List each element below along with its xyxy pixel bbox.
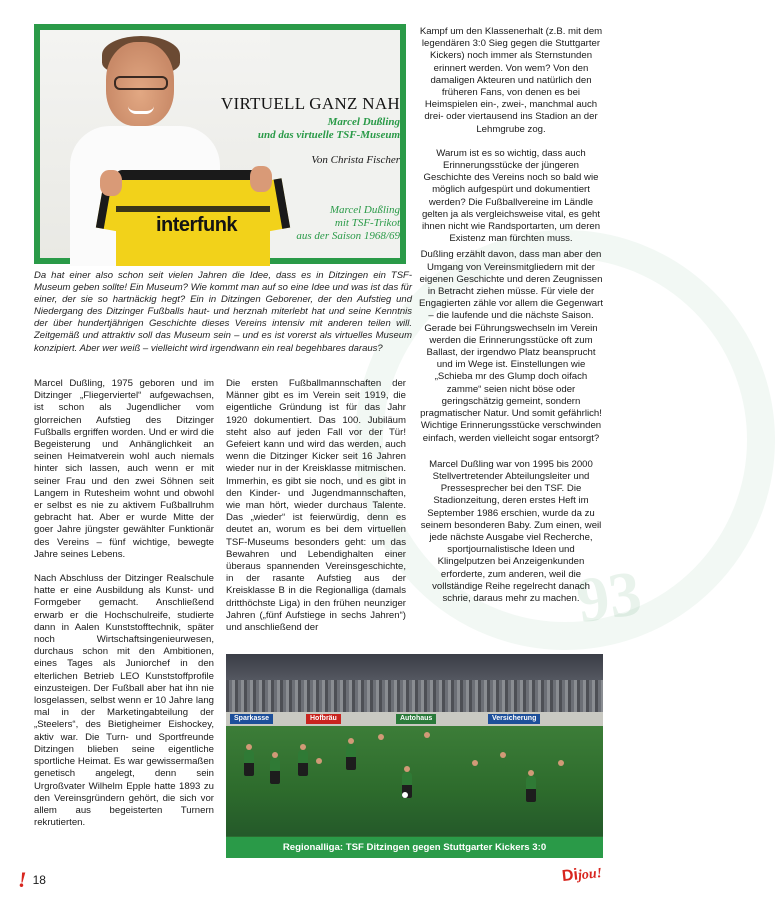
jersey-sponsor-text: interfunk [156,214,238,236]
paragraph: Kampf um den Klassenerhalt (z.B. mit dem legendären 3:0 Sieg gegen die Stuttgarter Kickers) noch immer als Sternstunden erinnert werden. Von wem? Von den damaligen Akteuren und natürlich den früheren Fans, von denen es bei Heimspielen ein-, zwei-, manchmal auch drei- oder viertausend ins Stadion an der Lehmgrube zog. [419,26,603,135]
ad-board: Versicherung [488,714,540,724]
player-green [270,758,280,784]
player-blue [498,758,508,784]
subline-name: Marcel Dußling [327,116,400,128]
player-blue [376,740,386,766]
match-sky [226,654,603,682]
magazine-logo [561,864,603,886]
paragraph: Warum ist es so wichtig, dass auch Erinnerungsstücke der jüngeren Geschichte des Vereins noch so bald wie möglich aufgespürt und dokumentiert werden? Die Fußballvereine im Ländle gelten ja als vergleichsweise vital, es geht ihnen nicht wie Randsportarten, um deren Existenz man fürchten muss. [421,147,601,245]
paragraph: Die ersten Fußballmannschaften der Männer gibt es im Verein seit 1919, die eigentliche Gründung ist für das Jahr 1920 dokumentiert. Das 100. Jubiläum steht also auf jeden Fall vor der Tür! Gefeiert kann und wird das werden, auch wenn die Ditzinger Kicker seit 16 Jahren wieder nur in der Kreisklasse mitmischen. Immerhin, es gibt sie noch, und es gibt in den Kinder- und Jugendmannschaften, wie man hört, wieder durchaus Talente. Das „wieder“ ist feierwürdig, denn es deutet an, worum es bei dem virtuellen TSF-Museums besonders geht: um das Bewahren und Lebendighalten einer überaus spannenden Vereinsgeschichte, in der rasante Aufstieg aus der Kreisklasse B in die Regionalliga (damals dritthöchste Liga) in den frühen neunziger Jahren („fünf Aufstiege in sechs Jahren“) und anschließend der [226,378,406,634]
player-green [346,744,356,770]
ad-board: Hofbräu [306,714,341,724]
portrait-photo [40,30,270,258]
exclamation-mark-icon: ! [18,867,27,892]
advertising-boards [226,712,603,726]
ad-board: Autohaus [396,714,436,724]
player-green [244,750,254,776]
text-column-middle [226,378,406,646]
logo-part-b: jou! [577,865,603,884]
portrait-caption [240,204,400,243]
match-stand [226,680,603,716]
portrait-caption-line-2: mit TSF-Trikot [334,217,400,229]
match-photo [226,654,603,858]
player-green [298,750,308,776]
player-blue [314,764,324,790]
hand-left [100,170,122,196]
article-intro: Da hat einer also schon seit vielen Jahren die Idee, dass es in Ditzingen ein TSF-Museum geben sollte! Ein Museum? Wie kommt man auf so eine Idee und was ist das für einer, der sie so hartnäckig hegt? Ein in Ditzingen Geborener, der den Aufstieg und Niedergang des Ditzinger Fußballs haut- und herznah miterlebt hat und seine Kenntnis der über hundertjährigen Geschichte dieses Vereins intensiv mit anderen teilen will. Zeitgemäß und attraktiv soll das Museum sein – und es ist vorerst als virtuelles Museum konzipiert. Aber wer weiß – vielleicht wird irgendwann ein real begehbares daraus? [34,270,412,354]
player-green [526,776,536,802]
background-watermark-digits: 93 [572,556,646,637]
paragraph: Marcel Dußling, 1975 geboren und im Ditzinger „Fliegerviertel“ aufgewachsen, ist schon als Jugendlicher vom glorreichen Aufstieg des Ditzinger Fußballs ergriffen worden. Und er wird die Begeisterung und Anhänglichkeit an seinen Heimatverein wohl auch niemals hinter sich lassen, auch wenn er mit seiner Frau und den zwei Söhnen seit Langem in Rutesheim wohnt und obwohl er selbst es nie zu aktivem Fußballruhm gebracht hat. Aber er wurde Mitte der goer Jahre jüngster gewählter Funktionär des Vereins – fünf wichtige, bewegte Jahre seines Lebens. [34,378,214,560]
pitch [226,726,603,836]
article-subline [200,116,400,142]
portrait-glasses [114,76,168,90]
paragraph: Nach Abschluss der Ditzinger Realschule hatte er eine Ausbildung als Kunst- und Formgeber gemacht. Anschließend erwarb er die Hochschulreife, studierte dann in Aalen Kunststofftechnik, später noch Wirtschaftsingenieurwesen, durchaus schon mit den Ambitionen, eines Tages als Juniorchef in den elterlichen Betrieb LEO Kunststoffprofile einzusteigen. Der Fußball aber hat ihn nie losgelassen, selbst wenn er 10 Jahre lang mal in der Marketingabteilung der „Steelers“, des Bietigheimer Eishockey, aktiv war. Die Turn- und Sportfreunde Ditzingen blieben seine eigentliche sportliche Heimat. Es war gewissermaßen genetisch angelegt, denn sein Urgroßvater Wilhelm Epple hatte 1893 zu den Vereinsgründern gehört, die sich vor allem aus begeisterten Turnern rekrutierten. [34,573,214,829]
feature-inner [40,30,400,258]
paragraph: Dußling erzählt davon, dass man aber den Umgang von Vereinsmitgliedern mit der eigenen Geschichte und deren Zeugnissen in Betracht ziehen müsse. Für viele der Engagierten zähle vor allem die Gegenwart – die laufende und die nächste Saison. Gerade bei Führungswechseln im Verein werden die Erinnerungsstücke oft zum Ballast, der irgendwo Platz beansprucht und im Wege ist. Einstellungen wie „Schieba mr des Glump doch oifach zamme“ seien nicht böse oder geringschätzig gemeint, sondern pragmatischer Natur. Und somit gefährlich! Wichtige Erinnerungsstücke verschwinden einfach, werden vielleicht sogar entsorgt? [419,249,603,444]
logo-part-a: Di [561,866,579,886]
portrait-caption-line-3: aus der Saison 1968/69 [296,230,400,242]
feature-box [34,24,406,264]
subline-topic: und das virtuelle TSF-Museum [257,129,400,141]
hand-right [250,166,272,192]
football [402,792,408,798]
page-number: 18 [32,873,46,887]
text-column-left [34,378,214,841]
portrait-caption-line-1: Marcel Dußling [329,204,400,216]
player-blue [422,738,432,764]
player-blue [556,766,566,792]
article-byline: Von Christa Fischer [311,154,400,166]
paragraph: Marcel Dußling war von 1995 bis 2000 Stellvertretender Abteilungsleiter und Pressesprecher bei den TSF. Die Stadionzeitung, deren erstes Heft im September 1986 erschien, wurde da zu seinem besonderen Baby. Zum einen, weil jede nächste Ausgabe viel Recherche, sportjournalistische Ideen und Klingelputzen bei Anzeigenkunden erforderte, zum anderen, weil die vollständige Reihe regelrecht danach schrie, daraus mehr zu machen. [420,458,602,604]
match-photo-caption: Regionalliga: TSF Ditzingen gegen Stuttgarter Kickers 3:0 [226,837,603,858]
ad-board: Sparkasse [230,714,273,724]
text-column-right [418,26,604,617]
portrait-smile [128,106,154,114]
article-headline: VIRTUELL GANZ NAH [220,94,400,113]
player-blue [470,766,480,792]
page-footer [18,869,46,891]
